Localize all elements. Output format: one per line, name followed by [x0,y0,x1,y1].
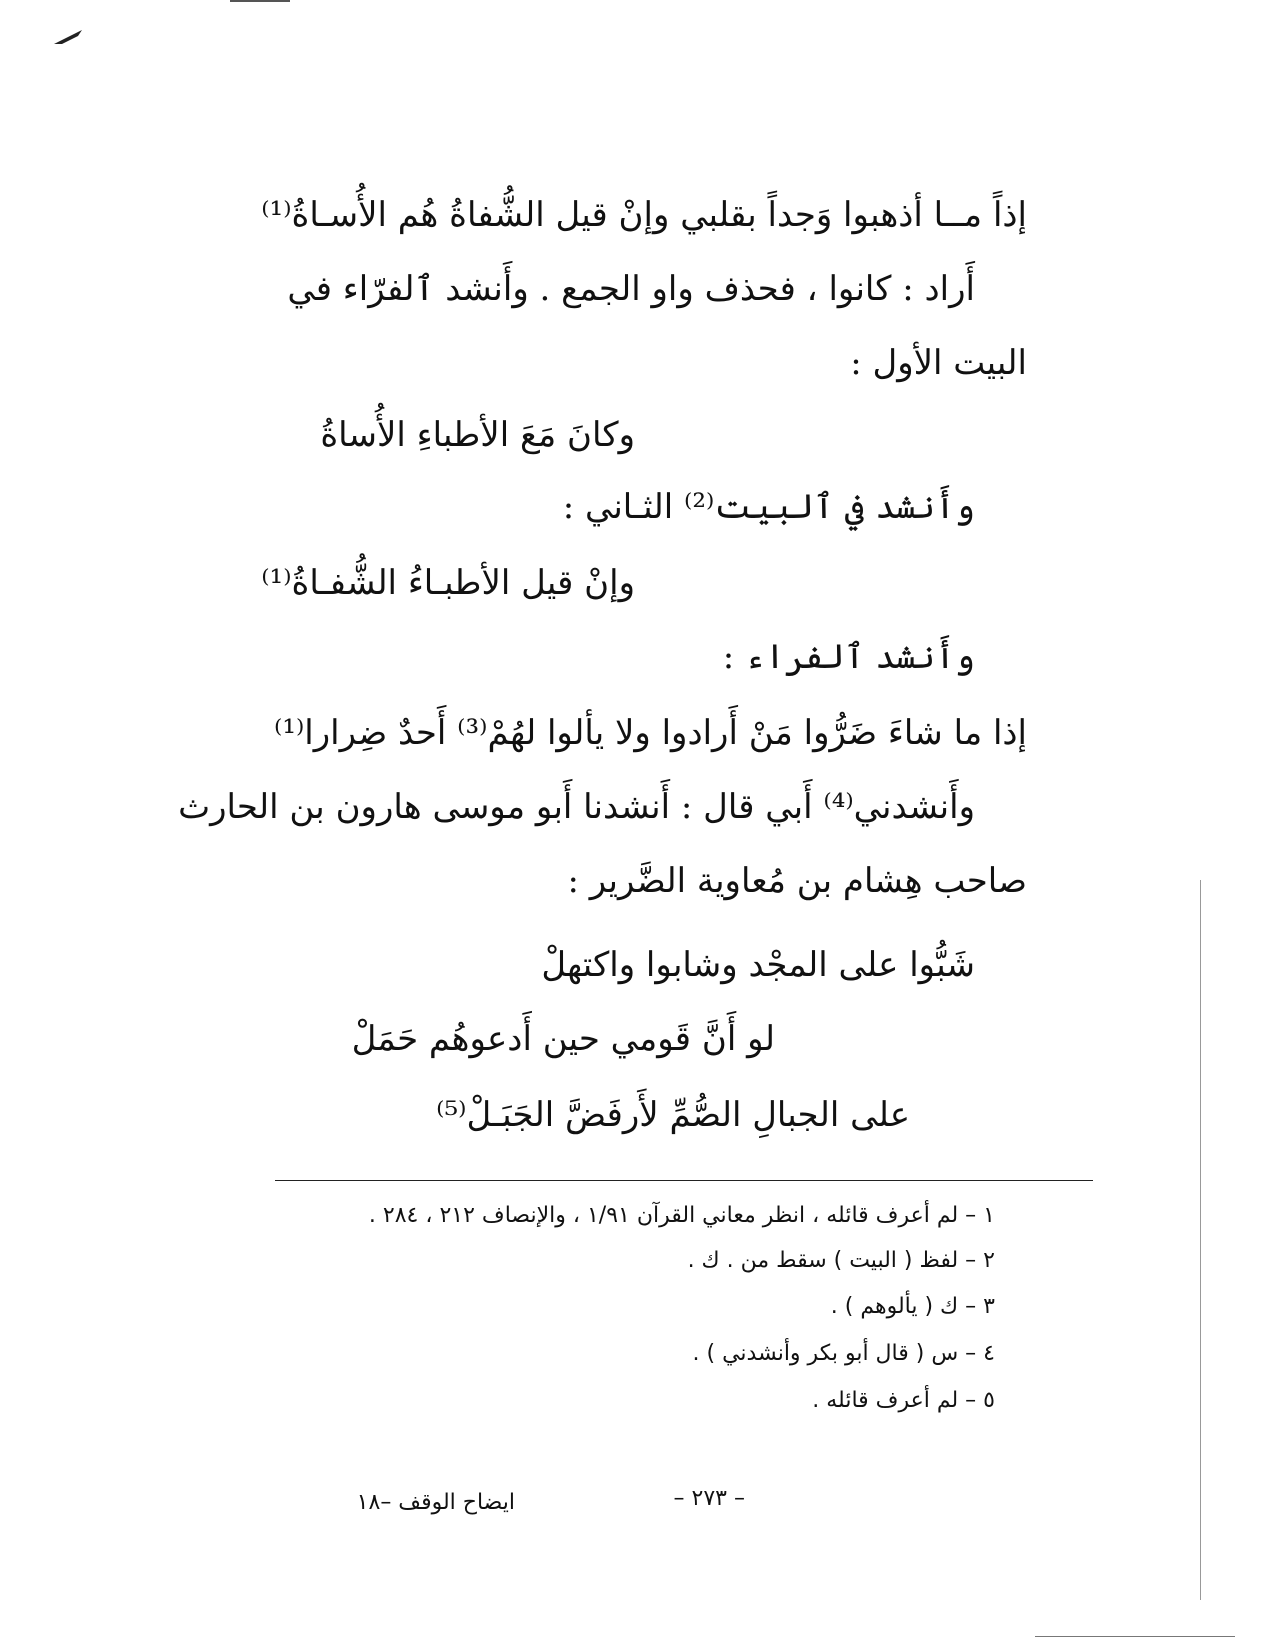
prose-line-10: صاحب هِشام بن مُعاوية الضَّرير : [567,861,1027,901]
page-number: – ٢٧٣ – [673,1486,745,1511]
footnote-3: ٣ – ك ( يألوهم ) . [830,1294,995,1319]
verse-line-11: شَبُّوا على المجْد وشابوا واكتهلْ [541,945,975,985]
verse-line-13: على الجبالِ الصُّمِّ لأَرفَضَّ الجَبَـلْ⁽⁵⁾ [436,1095,910,1135]
verse-line-4: وكانَ مَعَ الأطباءِ الأُساةُ [320,415,635,455]
prose-line-5: وأَنشد في ٱلبيت⁽²⁾ الثـاني : [562,487,975,527]
footnote-separator [275,1180,1093,1181]
signature-mark: ايضاح الوقف –١٨ [356,1490,515,1515]
footnote-2: ٢ – لفظ ( البيت ) سقط من . ك . [687,1248,995,1273]
prose-line-9: وأَنشدني⁽⁴⁾ أَبي قال : أَنشدنا أَبو موسى هارون بن الحارث [178,787,975,827]
scan-artifact-mark [52,28,84,46]
footnote-4: ٤ – س ( قال أبو بكر وأنشدني ) . [692,1341,995,1366]
scan-edge-line [1200,880,1201,1600]
prose-line-7: وأَنشد ٱلفراء : [722,637,975,677]
prose-line-3: البيت الأول : [850,343,1027,383]
bottom-scan-rule [1035,1636,1235,1637]
prose-line-2: أَراد : كانوا ، فحذف واو الجمع . وأَنشد ٱلفرّاء في [287,269,975,309]
verse-line-6: وإنْ قيل الأطبـاءُ الشُّفـاةُ⁽¹⁾ [261,563,635,603]
top-scan-rule [230,0,290,2]
footnote-1: ١ – لم أعرف قائله ، انظر معاني القرآن ١/٩١ ، والإنصاف ٢١٢ ، ٢٨٤ . [368,1203,995,1228]
verse-line-8: إذا ما شاءَ ضَرُّوا مَنْ أَرادوا ولا يألوا لهُمْ⁽³⁾ أَحدٌ ضِرارا⁽¹⁾ [273,713,1027,753]
verse-line-1: إذاً مــا أذهبوا وَجداً بقلبي وإنْ قيل الشُّفاةُ هُم الأُسـاةُ⁽¹⁾ [261,195,1027,235]
footnote-5: ٥ – لم أعرف قائله . [812,1388,995,1413]
verse-line-12: لو أَنَّ قَومي حين أَدعوهُم حَمَلْ [351,1019,775,1059]
